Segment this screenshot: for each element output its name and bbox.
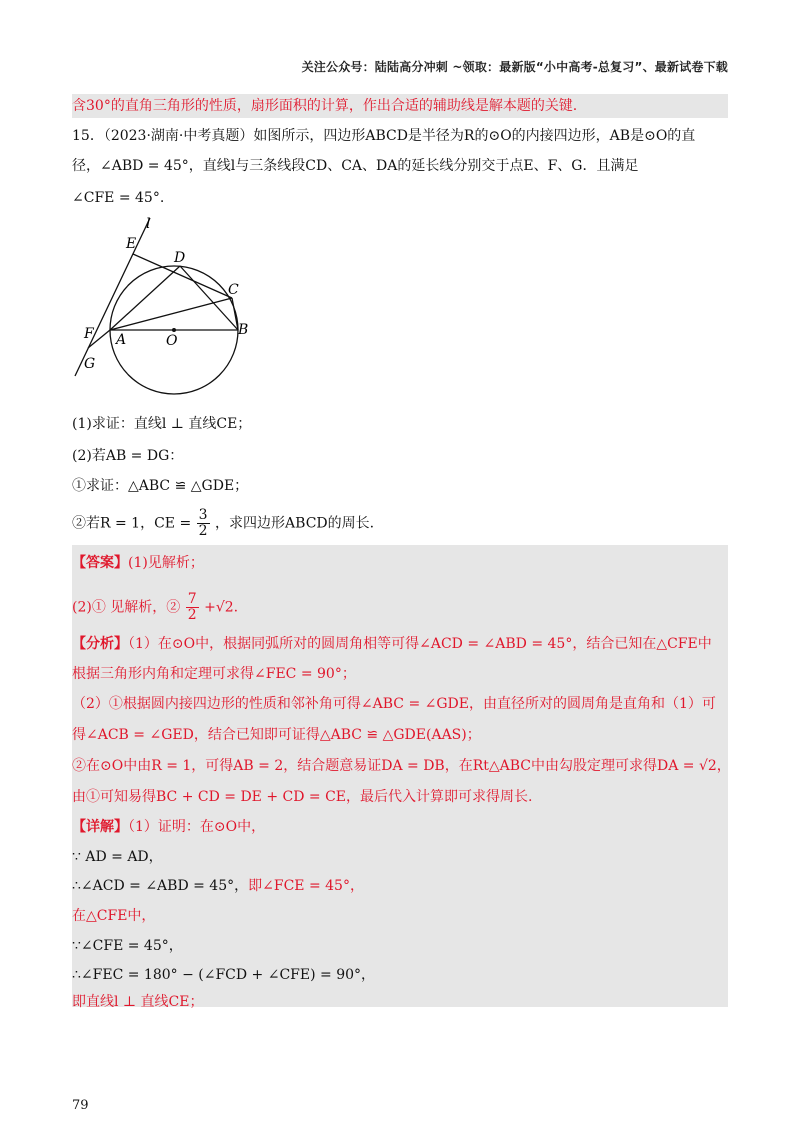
analysis-line-3: （2）①根据圆内接四边形的性质和邻补角可得∠ABC = ∠GDE，由直径所对的圆周角是直角和（1）可 xyxy=(72,696,716,712)
answer-2-suffix: +√2. xyxy=(204,599,239,616)
detail-line-5: ∵∠CFE = 45°， xyxy=(72,938,183,954)
detail-line-1 xyxy=(72,815,728,839)
fraction-answer-denominator: 2 xyxy=(187,607,197,623)
fraction-ce-denominator: 2 xyxy=(198,523,208,539)
problem-line-3: ∠CFE = 45°. xyxy=(72,190,165,206)
question-2b-suffix: ，求四边形ABCD的周长. xyxy=(215,515,375,532)
detail-line-4: 在△CFE中， xyxy=(72,908,156,924)
answer-tag: 【答案】 xyxy=(72,555,128,571)
page-header: 关注公众号：陆陆高分冲刺 ~领取：最新版“小中高考-总复习”、最新试卷下载 xyxy=(301,60,728,74)
problem-line-1: 15．（2023·湖南·中考真题）如图所示，四边形ABCD是半径为R的⊙O的内接四边形，AB是⊙O的直 xyxy=(72,128,696,144)
analysis-line-1 xyxy=(72,632,728,656)
label-g: G xyxy=(84,356,96,372)
answer-line-1 xyxy=(72,551,728,575)
analysis-line-5: ②在⊙O中由R = 1，可得AB = 2，结合题意易证DA = DB，在Rt△ABC中由勾股定理可求得DA = √2， xyxy=(72,758,731,774)
answer-2-prefix: (2)① 见解析，② xyxy=(72,599,181,616)
analysis-line-6: 由①可知易得BC + CD = DE + CD = CE，最后代入计算即可求得周长. xyxy=(72,789,533,805)
fraction-ce xyxy=(197,508,210,539)
detail-line-7: 即直线l ⊥ 直线CE； xyxy=(72,994,204,1010)
label-a: A xyxy=(116,332,127,348)
label-b: B xyxy=(238,322,249,338)
detail-3b: 即∠FCE = 45°， xyxy=(248,878,364,894)
label-o: O xyxy=(166,333,178,349)
detail-1: （1）证明：在⊙O中， xyxy=(128,819,266,835)
label-e: E xyxy=(126,236,137,252)
analysis-1: （1）在⊙O中，根据同弧所对的圆周角相等可得∠ACD = ∠ABD = 45°，结合已知在△CFE中 xyxy=(128,636,712,652)
geometry-figure xyxy=(70,212,270,402)
center-o-dot xyxy=(172,328,176,332)
question-2b xyxy=(72,508,728,539)
question-2b-prefix: ②若R = 1，CE = xyxy=(72,515,192,532)
detail-line-6: ∴∠FEC = 180° − (∠FCD + ∠CFE) = 90°， xyxy=(72,967,376,983)
detail-line-2: ∵ AD = AD， xyxy=(72,849,163,865)
detail-tag: 【详解】 xyxy=(72,819,128,835)
detail-3a: ∴∠ACD = ∠ABD = 45°， xyxy=(72,878,249,894)
label-c: C xyxy=(228,282,239,298)
fraction-ce-numerator: 3 xyxy=(198,507,208,523)
page-number: 79 xyxy=(72,1098,89,1113)
label-d: D xyxy=(174,250,186,266)
fraction-answer xyxy=(186,592,199,623)
answer-1: (1)见解析； xyxy=(128,555,204,571)
problem-line-2: 径，∠ABD = 45°，直线l与三条线段CD、CA、DA的延长线分别交于点E、F、G．且满足 xyxy=(72,158,639,174)
answer-line-2 xyxy=(72,592,728,623)
label-l: l xyxy=(146,216,151,232)
label-f: F xyxy=(84,326,94,342)
line-l xyxy=(75,218,150,376)
analysis-line-4: 得∠ACB = ∠GED，结合已知即可证得△ABC ≌ △GDE(AAS)； xyxy=(72,727,481,743)
question-2a: ①求证：△ABC ≌ △GDE； xyxy=(72,478,249,494)
intro-line: 含30°的直角三角形的性质，扇形面积的计算，作出合适的辅助线是解本题的关键. xyxy=(72,94,728,118)
question-1: (1)求证：直线l ⊥ 直线CE； xyxy=(72,416,252,432)
detail-line-3 xyxy=(72,874,728,898)
analysis-tag: 【分析】 xyxy=(72,636,128,652)
analysis-line-2: 根据三角形内角和定理可求得∠FEC = 90°； xyxy=(72,666,356,682)
fraction-answer-numerator: 7 xyxy=(187,591,197,607)
question-2: (2)若AB = DG： xyxy=(72,448,184,464)
